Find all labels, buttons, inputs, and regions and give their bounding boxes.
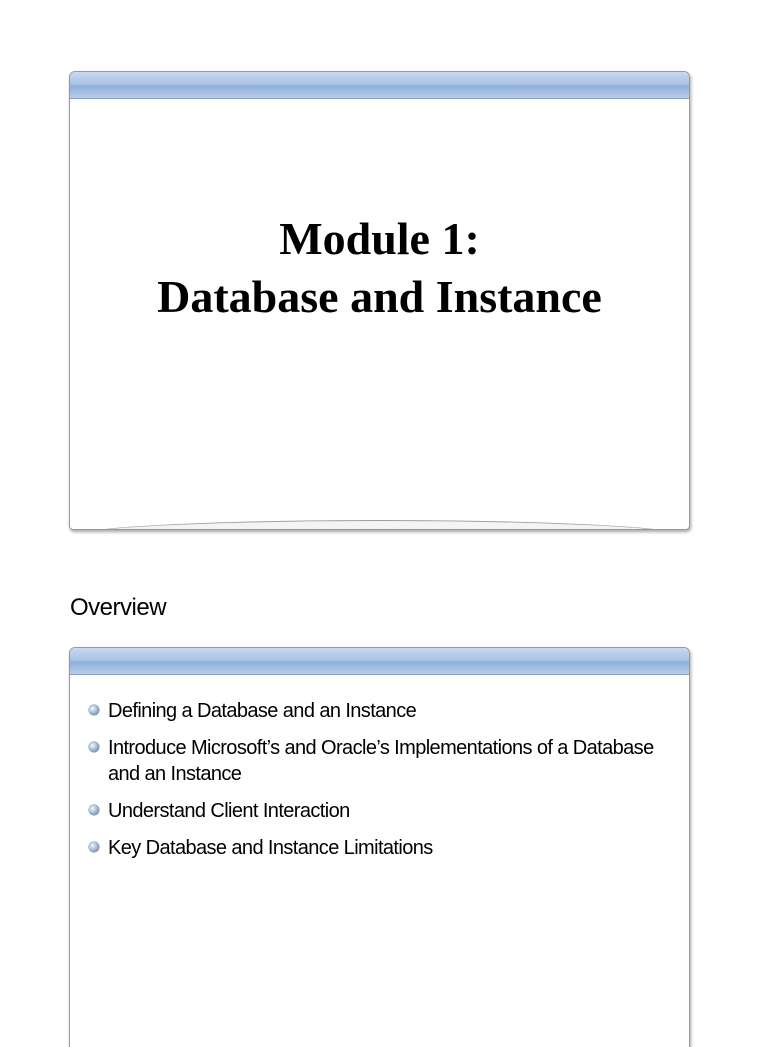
title-line-1: Module 1: [279,213,480,264]
bullet-item [89,698,669,724]
bullet-icon [89,705,99,715]
title-slide [69,71,690,530]
bullet-item [89,735,669,787]
section-heading: Overview [70,594,167,621]
slide-header-bar [70,72,689,99]
slide-bottom-curve [69,520,690,530]
bullet-text: Understand Client Interaction [108,800,350,822]
bullet-text: Introduce Microsoft’s and Oracle’s Implementations of a Database and an Instance [108,737,654,785]
title-line-2: Database and Instance [157,271,602,322]
bullet-text: Defining a Database and an Instance [108,700,417,722]
bullet-item [89,835,669,861]
bullet-icon [89,742,99,752]
slide-header-bar [70,648,689,675]
bullet-text: Key Database and Instance Limitations [108,837,433,859]
bullet-icon [89,805,99,815]
bullet-icon [89,842,99,852]
bullet-list [89,698,669,872]
slide-title [70,210,689,326]
bullet-item [89,798,669,824]
overview-slide [69,647,690,1047]
